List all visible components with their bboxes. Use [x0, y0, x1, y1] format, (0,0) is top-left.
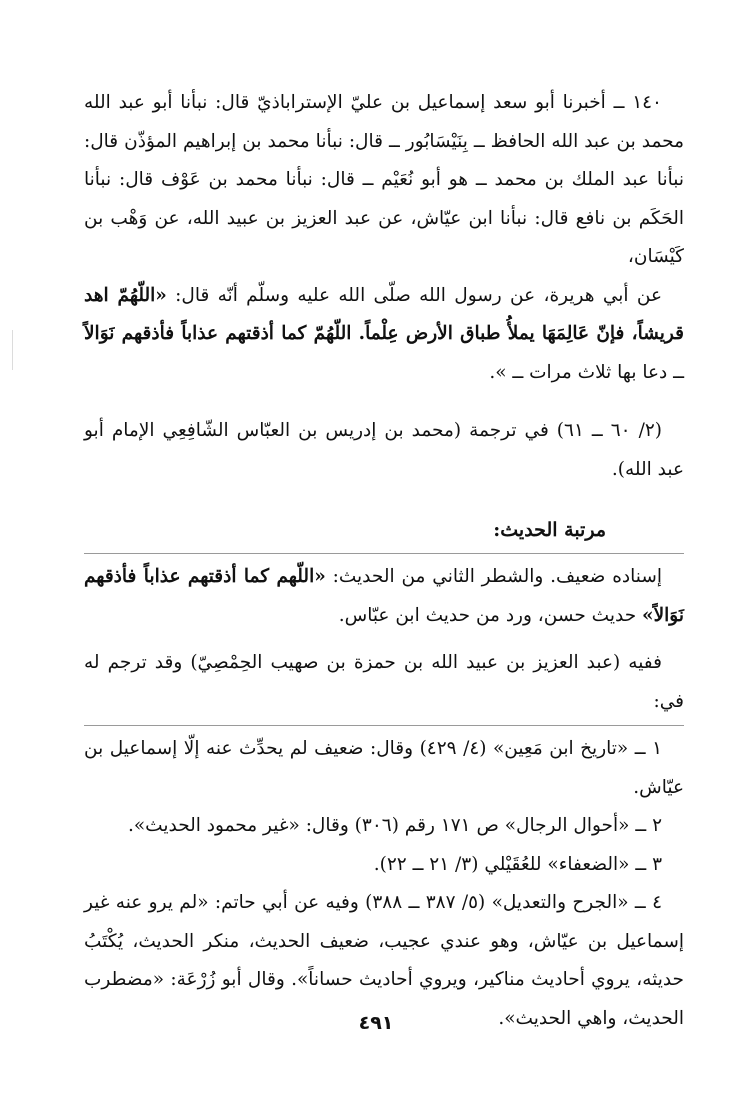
hadith-source [84, 412, 684, 489]
heading-rule [84, 553, 684, 554]
grading-quote: «اللّهم كما أذقتهم عذاباً فأذقهم نَوَالاً» [84, 566, 684, 626]
page-number: ٤٩١ [358, 1012, 394, 1034]
isnad-text: ١٤٠ ــ أخبرنا أبو سعد إسماعيل بن عليّ الإستراباذيّ قال: نبأنا أبو عبد الله محمد بن عبد الله الحافظ ــ بِنَيْسَابُور ــ قال: نبأنا محمد بن إبراهيم المؤذّن قال: نبأنا عبد الملك بن محمد ــ هو أبو نُعَيْم ــ قال: نبأنا محمد بن عَوْف قال: نبأنا الحَكَم بن نافع قال: نبأنا ابن عيّاش، عن عبد العزيز بن عبيد الله، عن وَهْب بن كَيْسَان، [84, 92, 684, 267]
reference-item-2: ٢ ــ «أحوال الرجال» ص ١٧١ رقم (٣٠٦) وقال: «غير محمود الحديث». [127, 815, 662, 836]
matn-quote: «اللّهُمّ اهد قريشاً، فإنّ عَالِمَهَا يملأُ طباق الأرض عِلْماً. اللّهُمّ كما أذقتهم عذاباً فأذقهم نَوَالاً [84, 284, 684, 344]
document-page [84, 84, 684, 1038]
narrator-paragraph: ففيه (عبد العزيز بن عبيد الله بن حمزة بن صهيب الحِمْصِيّ) وقد ترجم له في: [84, 652, 684, 712]
reference-item-4: ٤ ــ «الجرح والتعديل» (٥/ ٣٨٧ ــ ٣٨٨) وفيه عن أبي حاتم: «لم يرو عنه غير إسماعيل بن عيّاش، وهو عندي عجيب، ضعيف الحديث، منكر الحديث، يُكْتَبُ حديثه، يروي أحاديث مناكير، ويروي أحاديث حساناً». وقال أبو زُرْعَة: «مضطرب الحديث، واهي الحديث». [84, 892, 684, 1029]
hadith-matn [84, 277, 684, 393]
reference-item-3: ٣ ــ «الضعفاء» للعُقَيْلي (٣/ ٢١ ــ ٢٢). [373, 853, 662, 875]
source-text: (٢/ ٦٠ ــ ٦١) في ترجمة (محمد بن إدريس بن العبّاس الشّافِعِي الإمام أبو عبد الله). [84, 420, 684, 480]
matn-tail: ــ دعا بها ثلاث مرات ــ ». [489, 361, 684, 383]
grading-paragraph [84, 558, 684, 635]
reference-item-1: ١ ــ «تاريخ ابن مَعِين» (٤/ ٤٢٩) وقال: ضعيف لم يحدِّث عنه إلّا إسماعيل بن عيّاش. [84, 738, 684, 798]
matn-intro: عن أبي هريرة، عن رسول الله صلّى الله عليه وسلّم أنّه قال: [166, 284, 662, 306]
hadith-isnad [84, 84, 684, 277]
grading-heading: مرتبة الحديث: [493, 519, 606, 541]
grading-text-a: إسناده ضعيف. والشطر الثاني من الحديث: [325, 566, 662, 587]
grading-text-b: حديث حسن، ورد من حديث ابن عبّاس. [338, 604, 643, 626]
narrator-rule [84, 725, 684, 726]
scan-edge-mark [12, 330, 13, 370]
